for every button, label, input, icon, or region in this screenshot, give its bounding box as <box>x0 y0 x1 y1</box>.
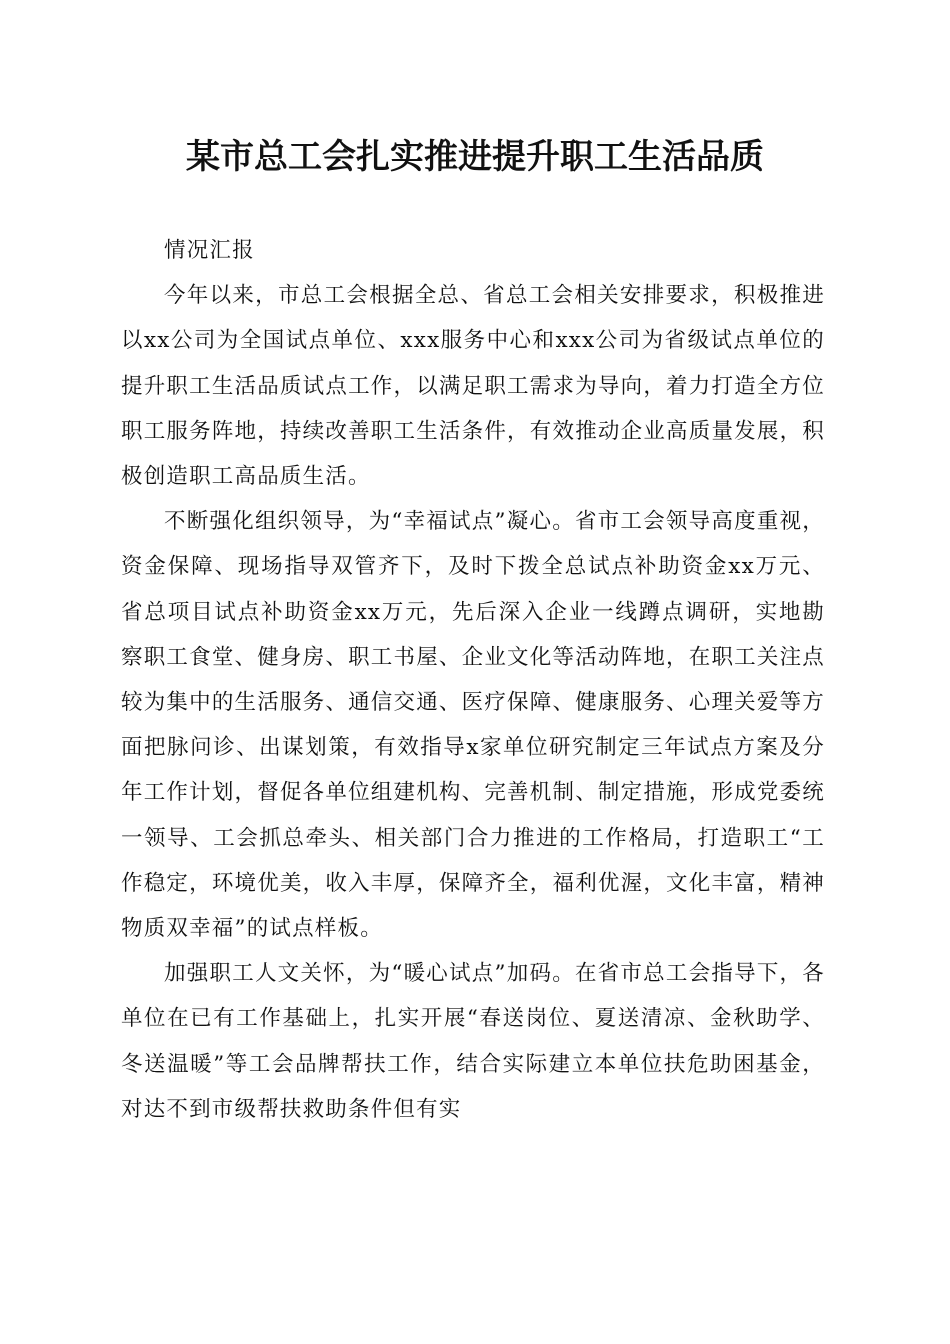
paragraph-report-label: 情况汇报 <box>164 238 255 263</box>
document-body <box>121 228 825 1132</box>
paragraph-humanistic-care: 加强职工人文关怀，为“暖心试点”加码。在省市总工会指导下，各单位在已有工作基础上，扎实开展“春送岗位、夏送清凉、金秋助学、冬送温暖”等工会品牌帮扶工作，结合实际建立本单位扶危助困基金，对达不到市级帮扶救助条件但有实 <box>121 961 825 1122</box>
paragraph-organization-leadership: 不断强化组织领导，为“幸福试点”凝心。省市工会领导高度重视，资金保障、现场指导双管齐下，及时下拨全总试点补助资金xx万元、省总项目试点补助资金xx万元，先后深入企业一线蹲点调研，实地勘察职工食堂、健身房、职工书屋、企业文化等活动阵地，在职工关注点较为集中的生活服务、通信交通、医疗保障、健康服务、心理关爱等方面把脉问诊、出谋划策，有效指导x家单位研究制定三年试点方案及分年工作计划，督促各单位组建机构、完善机制、制定措施，形成党委统一领导、工会抓总牵头、相关部门合力推进的工作格局，打造职工“工作稳定，环境优美，收入丰厚，保障齐全，福利优渥，文化丰富，精神物质双幸福”的试点样板。 <box>121 509 825 942</box>
document-title: 某市总工会扎实推进提升职工生活品质 <box>186 137 764 177</box>
paragraph-introduction: 今年以来，市总工会根据全总、省总工会相关安排要求，积极推进以xx公司为全国试点单位、xxx服务中心和xxx公司为省级试点单位的提升职工生活品质试点工作，以满足职工需求为导向，着力打造全方位职工服务阵地，持续改善职工生活条件，有效推动企业高质量发展，积极创造职工高品质生活。 <box>121 283 825 490</box>
